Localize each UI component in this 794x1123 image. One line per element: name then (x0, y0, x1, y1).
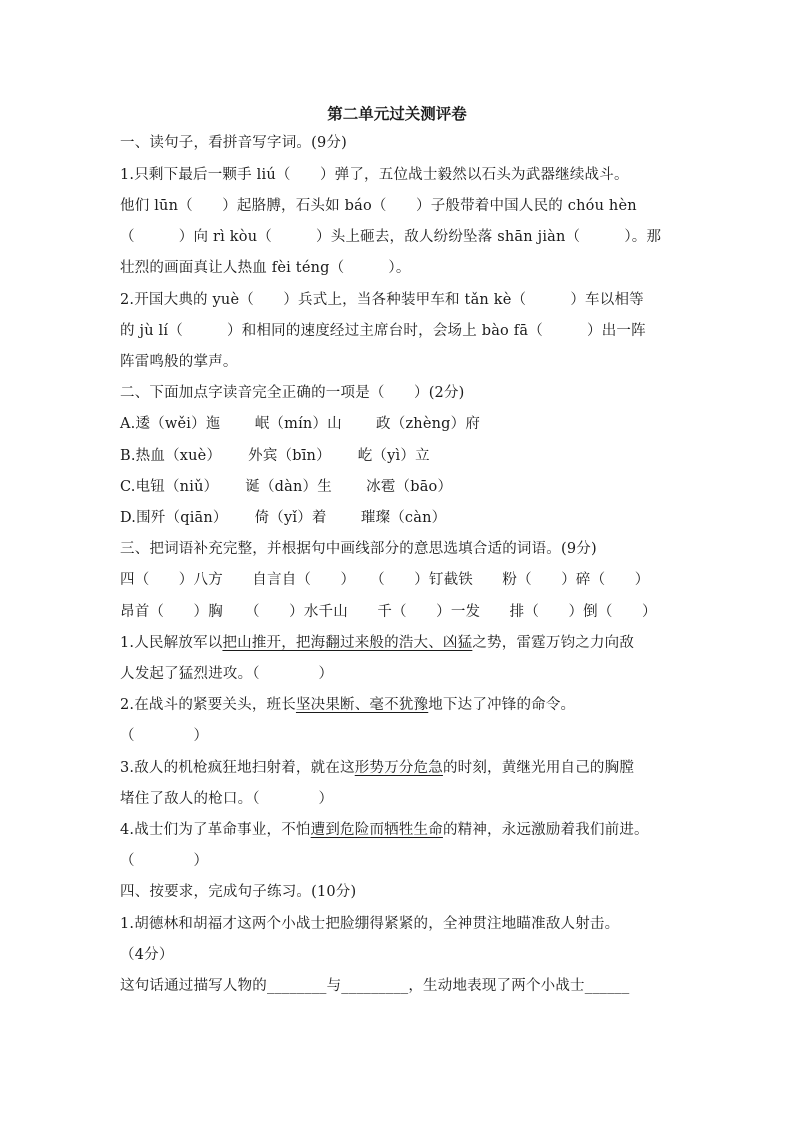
s4-q1-line-1: 1.胡德林和胡福才这两个小战士把脸绷得紧紧的，全神贯注地瞄准敌人射击。 (120, 916, 620, 932)
s3-q4-underlined: 遭到危险而牺牲生命 (310, 822, 443, 838)
s3-q4-post: 的精神，永远激励着我们前进。 (442, 822, 649, 838)
s3-q3-post: 的时刻，黄继光用自己的胸膛 (442, 760, 635, 776)
section-1-heading: 一、读句子，看拼音写字词。(9分) (120, 135, 347, 151)
s3-q1-line-1 (120, 633, 634, 653)
s2-option-b: B.热血（xuè） 外宾（bīn） 屹（yì）立 (120, 448, 430, 464)
s3-q1-underlined: 把山推开，把海翻过来般的浩大、凶猛 (222, 635, 473, 651)
s1-q1-line-3: （ ）向 rì kòu（ ）头上砸去，敌人纷纷坠落 shān jiàn（ ）。那 (120, 229, 662, 245)
s3-q2-line-1 (120, 695, 575, 715)
s3-q3-line-2: 堵住了敌人的枪口。（ ） (120, 791, 334, 807)
s1-q1-line-2: 他们 lūn（ ）起胳膊，石头如 báo（ ）子般带着中国人民的 chóu hèn (120, 198, 637, 214)
s3-q1-post: 之势，雷霆万钧之力向敌 (472, 635, 635, 651)
s3-q4-line-2: （ ） (120, 853, 209, 869)
section-4-heading: 四、按要求，完成句子练习。(10分) (120, 884, 357, 900)
s3-q2-underlined: 坚决果断、毫不犹豫 (295, 697, 429, 713)
s3-q2-pre: 2.在战斗的紧要关头，班长 (120, 697, 296, 713)
s3-q3-pre: 3.敌人的机枪疯狂地扫射着，就在这 (120, 760, 355, 776)
s3-words-row-1: 四（ ）八方 自言自（ ） （ ）钉截铁 粉（ ）碎（ ） (120, 572, 650, 588)
s2-option-a: A.逶（wěi）迤 岷（mín）山 政（zhèng）府 (120, 416, 481, 432)
s2-option-d: D.围歼（qiān） 倚（yǐ）着 璀璨（càn） (120, 510, 447, 526)
s3-q2-line-2: （ ） (120, 728, 209, 744)
s3-q2-post: 地下达了冲锋的命令。 (428, 697, 576, 713)
s1-q2-line-1: 2.开国大典的 yuè（ ）兵式上，当各种装甲车和 tǎn kè（ ）车以相等 (120, 292, 644, 308)
s1-q2-line-2: 的 jù lí（ ）和相同的速度经过主席台时，会场上 bào fā（ ）出一阵 (120, 323, 646, 339)
s3-q1-line-2: 人发起了猛烈进攻。（ ） (120, 666, 334, 682)
s2-option-c: C.电钮（niǔ） 诞（dàn）生 冰雹（bāo） (120, 479, 453, 495)
s3-q3-line-1 (120, 758, 634, 778)
s4-q1-line-2: （4分） (120, 947, 174, 963)
page-title: 第二单元过关测评卷 (327, 104, 467, 123)
s3-q3-underlined: 形势万分危急 (354, 760, 443, 776)
s3-words-row-2: 昂首（ ）胸 （ ）水千山 千（ ）一发 排（ ）倒（ ） (120, 604, 657, 620)
section-2-heading: 二、下面加点字读音完全正确的一项是（ ）(2分) (120, 385, 465, 401)
s1-q1-line-4: 壮烈的画面真让人热血 fèi téng（ ）。 (120, 260, 411, 276)
s3-q4-line-1 (120, 820, 649, 840)
section-3-heading: 三、把词语补充完整，并根据句中画线部分的意思选填合适的词语。(9分) (120, 541, 597, 557)
s4-q1-line-3: 这句话通过描写人物的________与_________，生动地表现了两个小战士______ (120, 978, 630, 994)
s1-q2-line-3: 阵雷鸣般的掌声。 (120, 354, 238, 370)
s3-q1-pre: 1.人民解放军以 (120, 635, 223, 651)
s1-q1-line-1: 1.只剩下最后一颗手 liú（ ）弹了，五位战士毅然以石头为武器继续战斗。 (120, 167, 629, 183)
s3-q4-pre: 4.战士们为了革命事业，不怕 (120, 822, 311, 838)
